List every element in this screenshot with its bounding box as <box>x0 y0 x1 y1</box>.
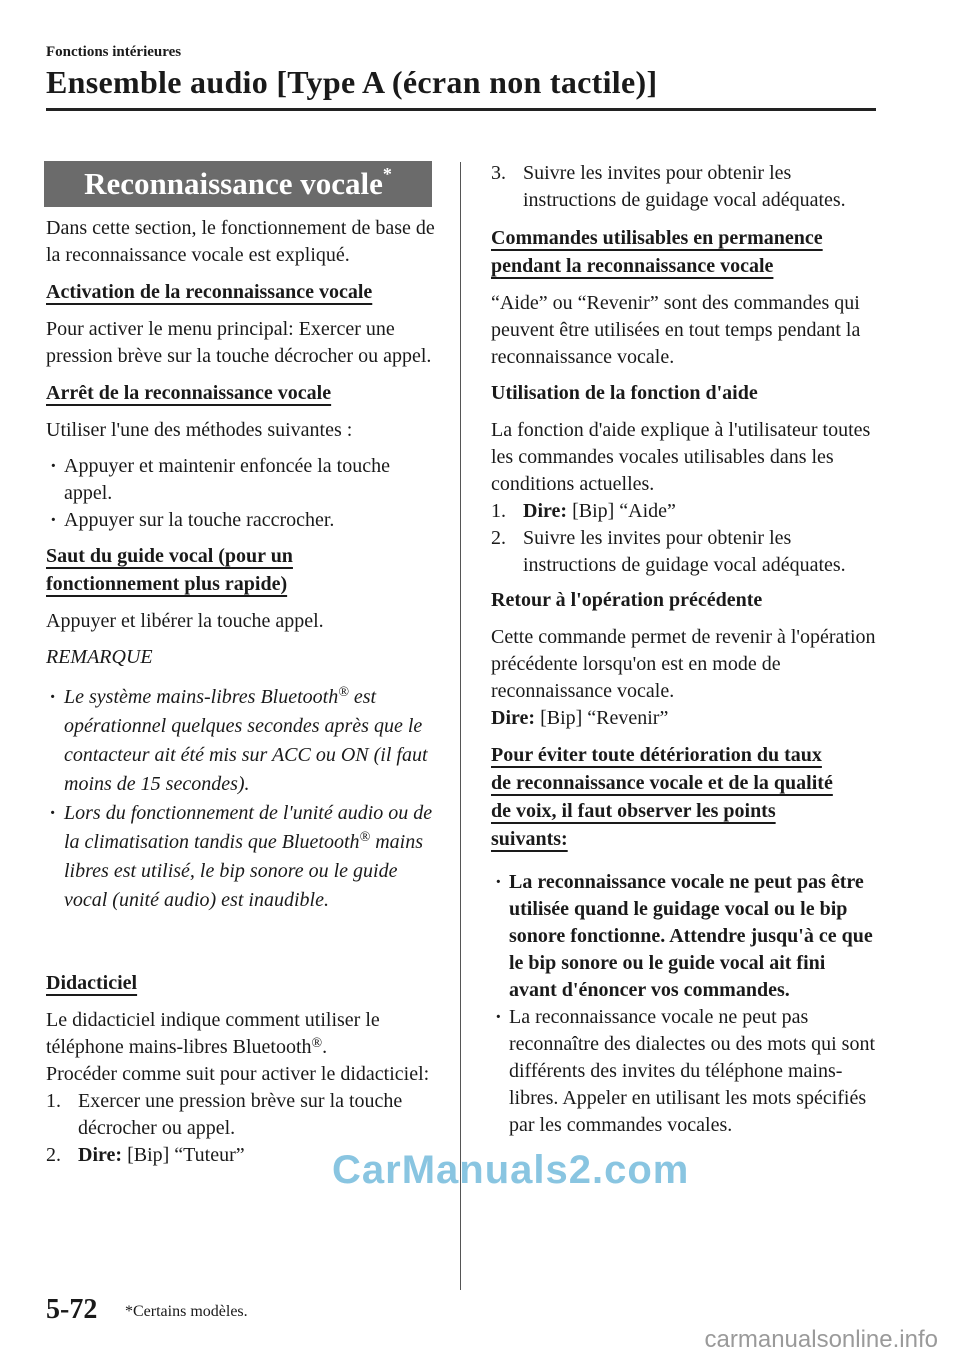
note-text: est opérationnel quelques secondes après que le contacteur ait été mis sur ACC ou ON (il faut moins de 15 secondes). <box>64 686 428 795</box>
step-text: [Bip] “Tuteur” <box>122 1144 245 1166</box>
step-item <box>491 525 876 579</box>
tutorial-text-part: Le didacticiel indique comment utiliser le téléphone mains-libres Bluetooth <box>46 1009 380 1058</box>
activation-heading: Activation de la reconnaissance vocale <box>46 281 373 303</box>
note-text: Lors du fonctionnement de l'unité audio ou de la climatisation tandis que Bluetooth <box>64 802 433 853</box>
banner-title: Reconnaissance vocale <box>84 166 383 201</box>
note-list <box>46 683 438 915</box>
help-steps <box>491 498 876 579</box>
activation-text: Pour activer le menu principal: Exercer une pression brève sur la touche décrocher ou appel. <box>46 318 432 367</box>
step-number: 1. <box>46 1090 61 1112</box>
step-text: Suivre les invites pour obtenir les instructions de guidage vocal adéquates. <box>523 527 846 576</box>
registered-mark: ® <box>338 685 349 700</box>
permanent-commands-heading-line-2: pendant la reconnaissance vocale <box>491 255 774 277</box>
step-number: 1. <box>491 500 506 522</box>
back-heading: Retour à l'opération précédente <box>491 589 763 611</box>
note-item <box>46 683 438 799</box>
tutorial-text <box>46 1007 438 1061</box>
step-number: 2. <box>46 1144 61 1166</box>
watermark-online: carmanualsonline.info <box>704 1326 938 1353</box>
step-bold: Dire: <box>523 500 568 522</box>
step-item <box>46 1088 438 1142</box>
list-item: · Appuyer sur la touche raccrocher. <box>46 507 438 534</box>
step-item <box>491 498 876 525</box>
column-divider <box>460 162 461 1290</box>
footnote: *Certains modèles. <box>125 1303 248 1320</box>
say-label: Dire: <box>491 707 536 729</box>
skip-heading-line-1: Saut du guide vocal (pour un <box>46 545 293 567</box>
section-label: Fonctions intérieures <box>46 44 182 60</box>
left-column <box>46 160 438 1177</box>
note-item <box>46 799 438 915</box>
section-banner <box>44 161 432 207</box>
note-text: mains libres est utilisé, le bip sonore ou le guide vocal (unité audio) est inaudible. <box>64 831 423 911</box>
tutorial-text-2: Procéder comme suit pour activer le didacticiel: <box>46 1063 430 1085</box>
step-item <box>491 160 876 214</box>
permanent-commands-heading-line-1: Commandes utilisables en permanence <box>491 227 823 249</box>
say-text: [Bip] “Revenir” <box>535 707 669 729</box>
avoid-list <box>491 869 876 1139</box>
step-text: [Bip] “Aide” <box>567 500 676 522</box>
header-divider <box>46 108 876 111</box>
tutorial-heading: Didacticiel <box>46 972 138 994</box>
avoid-heading-line-3: de voix, il faut observer les points <box>491 800 776 822</box>
registered-mark: ® <box>359 830 371 845</box>
back-say <box>491 705 876 732</box>
registered-mark: ® <box>311 1036 323 1051</box>
right-column <box>491 160 876 1147</box>
note-title: REMARQUE <box>46 646 153 668</box>
note-text: Le système mains-libres Bluetooth <box>64 686 339 708</box>
page-number: 5-72 <box>46 1294 98 1325</box>
skip-heading-line-2: fonctionnement plus rapide) <box>46 573 288 595</box>
skip-text: Appuyer et libérer la touche appel. <box>46 610 324 632</box>
avoid-heading-line-1: Pour éviter toute détérioration du taux <box>491 744 822 766</box>
stop-heading: Arrêt de la reconnaissance vocale <box>46 382 332 404</box>
tutorial-text-part: . <box>322 1036 328 1058</box>
avoid-heading-line-2: de reconnaissance vocale et de la qualité <box>491 772 833 794</box>
step-number: 2. <box>491 527 506 549</box>
intro-text: Dans cette section, le fonctionnement de base de la reconnaissance vocale est expliqué. <box>46 217 435 266</box>
list-item: · Appuyer et maintenir enfoncée la touche appel. <box>46 453 438 507</box>
stop-methods-list <box>46 453 438 534</box>
back-text: Cette commande permet de revenir à l'opération précédente lorsqu'on est en mode de reconnaissance vocale. <box>491 626 876 702</box>
tutorial-steps-continued <box>491 160 876 214</box>
help-heading: Utilisation de la fonction d'aide <box>491 382 758 404</box>
permanent-commands-text: “Aide” ou “Revenir” sont des commandes qui peuvent être utilisées en tout temps pendant la reconnaissance vocale. <box>491 292 861 368</box>
stop-text: Utiliser l'une des méthodes suivantes : <box>46 419 353 441</box>
step-text: Exercer une pression brève sur la touche décrocher ou appel. <box>78 1090 403 1139</box>
banner-asterisk: * <box>382 164 392 184</box>
watermark-carmanuals: CarManuals2.com <box>332 1148 690 1192</box>
page-title: Ensemble audio [Type A (écran non tactile)] <box>46 64 658 100</box>
step-text: Suivre les invites pour obtenir les instructions de guidage vocal adéquates. <box>523 162 846 211</box>
step-number: 3. <box>491 162 506 184</box>
avoid-heading-line-4: suivants: <box>491 828 568 850</box>
list-item: · La reconnaissance vocale ne peut pas reconnaître des dialectes ou des mots qui sont différents des invites du téléphone mains-libres. Appeler en utilisant les mots spécifiés par les commandes vocales. <box>491 1004 876 1139</box>
list-item: · La reconnaissance vocale ne peut pas être utilisée quand le guidage vocal ou le bip sonore fonctionne. Attendre jusqu'à ce que le bip sonore ou le guide vocal ait fini avant d'énoncer vos commandes. <box>491 869 876 1004</box>
help-text: La fonction d'aide explique à l'utilisateur toutes les commandes vocales utilisables dans les conditions actuelles. <box>491 419 871 495</box>
step-bold: Dire: <box>78 1144 123 1166</box>
